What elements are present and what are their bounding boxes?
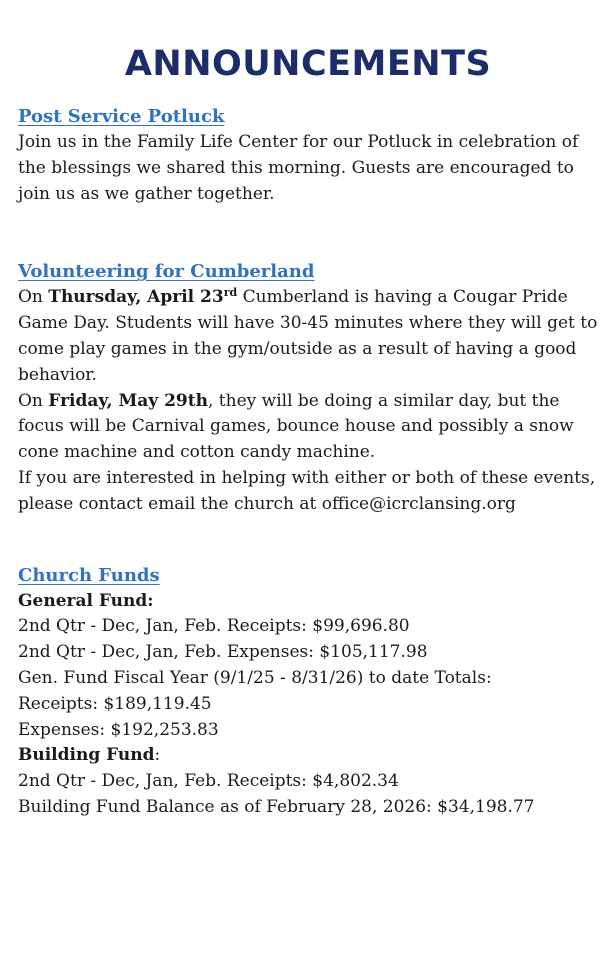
general-fund-line: Expenses: $192,253.83 [18,719,219,740]
general-fund-line: Gen. Fund Fiscal Year (9/1/25 - 8/31/26) to date Totals: [18,667,492,688]
volunteering-section [18,259,608,517]
p2-rest: , they will be doing a similar day, but the focus will be Carnival games, bounce house and possibly a snow cone machine and cotton candy machine. [18,390,574,463]
general-fund-line: 2nd Qtr - Dec, Jan, Feb. Receipts: $99,696.80 [18,616,410,637]
volunteering-paragraph-1 [18,285,608,388]
building-fund-line: Building Fund Balance as of February 28, 2026: $34,198.77 [18,796,535,817]
volunteering-paragraph-2 [18,389,608,466]
general-fund-line: 2nd Qtr - Dec, Jan, Feb. Expenses: $105,117.98 [18,642,428,663]
potluck-body: Join us in the Family Life Center for our Potluck in celebration of the blessings we shared this morning. Guests are encouraged to join us as we gather together. [18,132,579,204]
building-fund-colon: : [154,745,161,766]
general-fund-label: General Fund: [18,590,154,611]
date-suffix: rd [223,286,238,300]
p2-prefix: On [18,390,49,411]
thursday-date: Thursday, April 23 [48,287,224,308]
volunteering-paragraph-3: If you are interested in helping with either or both of these events, please contact email the church at office@icrclansing.org [18,467,596,514]
p1-prefix: On [18,287,49,308]
funds-section [18,563,608,821]
potluck-section [18,104,608,207]
p1-rest: Cumberland is having a Cougar Pride Game Day. Students will have 30-45 minutes where they will get to come play games in the gym/outside as a result of having a good behavior. [18,287,598,385]
general-fund-line: Receipts: $189,119.45 [18,693,212,714]
volunteering-heading: Volunteering for Cumberland [18,261,315,283]
page-title: ANNOUNCEMENTS [124,44,492,84]
friday-date: Friday, May 29th [48,390,208,411]
announcements-content [18,104,608,821]
building-fund-line: 2nd Qtr - Dec, Jan, Feb. Receipts: $4,802.34 [18,771,399,792]
potluck-heading: Post Service Potluck [18,106,225,127]
building-fund-label: Building Fund [18,745,155,766]
building-fund-label-line [18,743,608,769]
funds-heading: Church Funds [18,564,160,586]
